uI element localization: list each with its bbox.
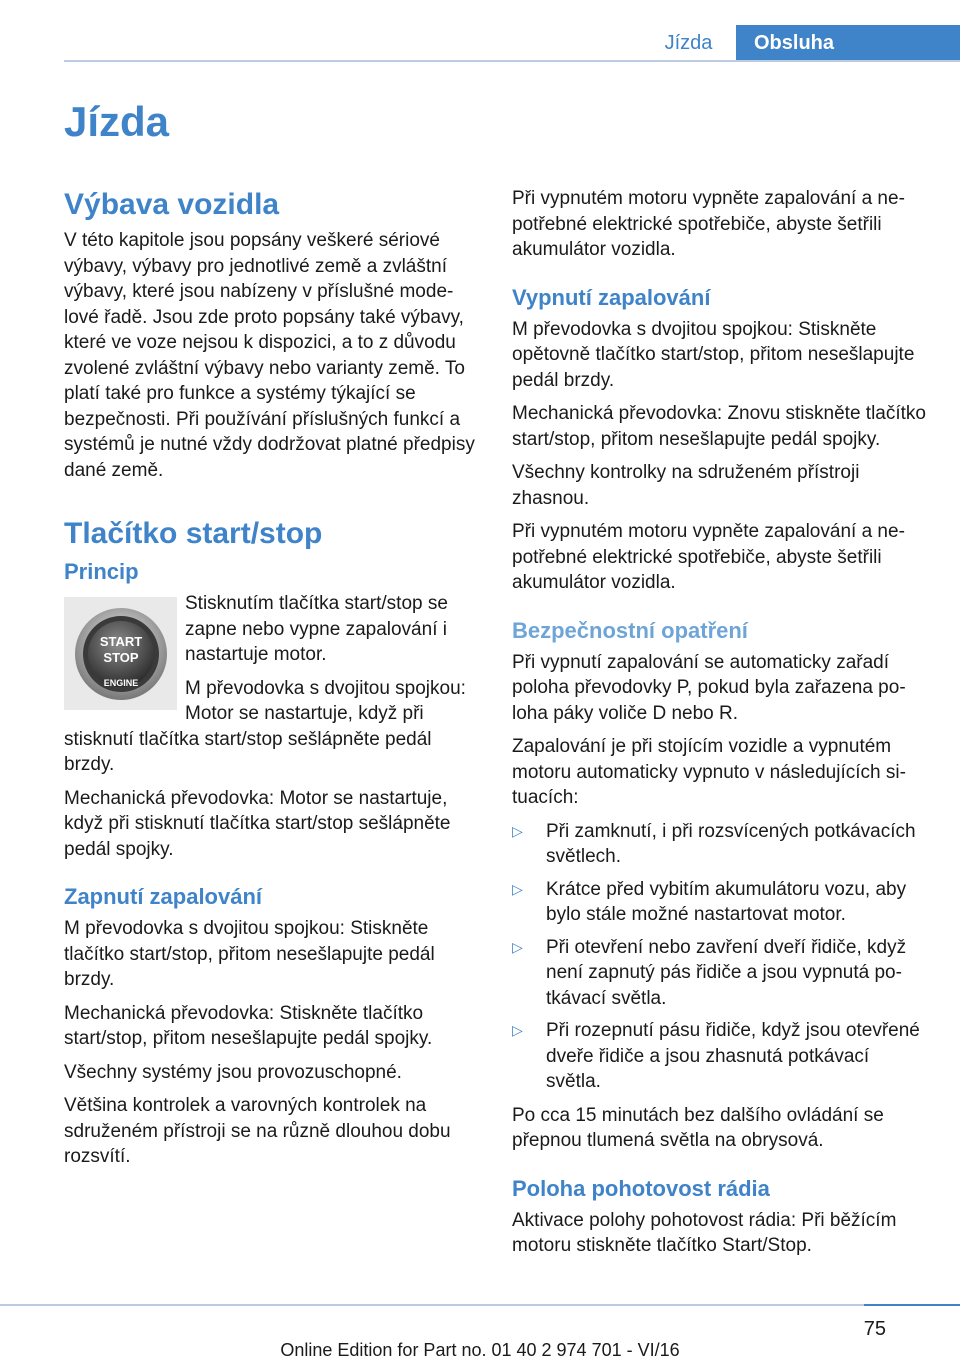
start-label: START xyxy=(99,633,142,649)
start-stop-button-image xyxy=(64,597,177,710)
principle-p3: Mechanická převodovka: Motor se nastartuje, když při stisknutí tlačítka start/stop sešlápněte pedál spojky. xyxy=(64,787,451,860)
header-tabs xyxy=(641,25,960,61)
safety-heading: Bezpečnostní opatření xyxy=(512,617,748,643)
safety-p2: Zapalování je při stojícím vozidle a vypnutém motoru automaticky vypnuto v následujících situacích: xyxy=(512,736,906,808)
start-stop-button-icon xyxy=(73,606,169,702)
triangle-bullet-icon: ▷ xyxy=(512,1022,523,1038)
chapter-tab: Obsluha xyxy=(736,25,960,61)
page-title: Jízda xyxy=(64,98,170,145)
ignition-on-p2: Mechanická převodovka: Stiskněte tlačítko start/stop, přitom nesešlapujte pedál spojky. xyxy=(64,1002,433,1049)
safety-p1: Při vypnutí zapalování se automaticky zařadí poloha převodovky P, pokud byla zařazena poloha páky voliče D nebo R. xyxy=(512,651,906,724)
list-item xyxy=(512,1018,927,1095)
bullet-text: Krátce před vybitím akumulátoru vozu, aby bylo stále možné nastartovat motor. xyxy=(546,878,907,925)
header-rule xyxy=(64,60,960,62)
stop-label: STOP xyxy=(102,649,139,665)
left-column xyxy=(64,186,479,1178)
list-item xyxy=(512,819,927,870)
right-intro: Při vypnutém motoru vypněte zapalování a nepotřebné elektrické spotřebiče, abyste šetřili akumulátor vozidla. xyxy=(512,188,905,260)
bullet-text: Při zamknutí, i při rozsvícených potkávacích světlech. xyxy=(546,820,916,867)
ignition-on-p1: M převodovka s dvojitou spojkou: Stiskněte tlačítko start/stop, přitom nesešlapujte pedál brzdy. xyxy=(64,918,435,990)
engine-label: ENGINE xyxy=(103,677,138,688)
edition-note: Online Edition for Part no. 01 40 2 974 701 - VI/16 xyxy=(280,1340,680,1360)
ignition-on-p4: Většina kontrolek a varovných kontrolek na sdruženém přístroji se na různě dlouhou dobu rozsvítí. xyxy=(64,1095,451,1167)
ignition-on-heading: Zapnutí zapalování xyxy=(64,884,263,909)
triangle-bullet-icon: ▷ xyxy=(512,938,523,955)
ignition-off-heading: Vypnutí zapalování xyxy=(512,284,711,310)
principle-heading: Princip xyxy=(64,559,139,584)
list-item xyxy=(512,935,927,1012)
triangle-bullet-icon: ▷ xyxy=(512,880,523,897)
principle-p2: M převodovka s dvojitou spojkou: Motor se nastartuje, když při stisknutí tlačítka start/stop sešlápněte pedál brzdy. xyxy=(64,677,466,775)
ignition-off-p1: M převodovka s dvojitou spojkou: Stiskněte opětovně tlačítko start/stop, přitom nesešlapujte pedál brzdy. xyxy=(512,318,915,391)
principle-p1: Stisknutím tlačítka start/stop se zapne nebo vypne zapalování i nastartuje motor. xyxy=(185,593,448,665)
right-column xyxy=(512,186,927,1267)
equipment-body: V této kapitole jsou popsány veškeré sériové výbavy, výbavy pro jednotlivé země a zvláštní výbavy, které jsou nabízeny v příslušné modelové řadě. Jsou zde proto popsány také výbavy, které ve voze nejsou k dispozici, a to z důvodu zvolené zvláštní výbavy nebo varianty země. To platí také pro funkce a systémy týkající se bezpečnosti. Při používání příslušných funkcí a systémů je nutné vždy dodržovat platné předpisy dané země. xyxy=(64,230,475,481)
start-stop-heading: Tlačítko start/stop xyxy=(64,517,323,550)
ignition-on-p3: Všechny systémy jsou provozuschopné. xyxy=(64,1061,402,1083)
safety-p3: Po cca 15 minutách bez dalšího ovládání se přepnou tlumená světla na obrysová. xyxy=(512,1104,884,1151)
section-tab: Jízda xyxy=(664,31,713,54)
radio-ready-heading: Poloha pohotovost rádia xyxy=(512,1175,770,1201)
safety-bullet-list xyxy=(512,819,927,1095)
footer-rule-accent xyxy=(864,1304,960,1306)
page-number: 75 xyxy=(863,1318,886,1340)
ignition-off-p3: Všechny kontrolky na sdruženém přístroji zhasnou. xyxy=(512,462,860,509)
ignition-off-p2: Mechanická převodovka: Znovu stiskněte tlačítko start/stop, přitom nesešlapujte pedál spojky. xyxy=(512,403,926,450)
list-item xyxy=(512,877,927,928)
ignition-off-p4: Při vypnutém motoru vypněte zapalování a nepotřebné elektrické spotřebiče, abyste šetřili akumulátor vozidla. xyxy=(512,521,905,593)
radio-ready-p1: Aktivace polohy pohotovost rádia: Při běžícím motoru stiskněte tlačítko Start/Stop. xyxy=(512,1209,897,1256)
equipment-heading: Výbava vozidla xyxy=(64,188,280,221)
footer-rule xyxy=(0,1304,960,1306)
triangle-bullet-icon: ▷ xyxy=(512,822,523,839)
bullet-text: Při otevření nebo zavření dveří řidiče, když není zapnutý pás řidiče a jsou vypnutá potkávací světla. xyxy=(546,936,907,1009)
bullet-text: Při rozepnutí pásu řidiče, když jsou otevřené dveře řidiče a jsou zhasnutá potkávací světla. xyxy=(546,1020,920,1092)
